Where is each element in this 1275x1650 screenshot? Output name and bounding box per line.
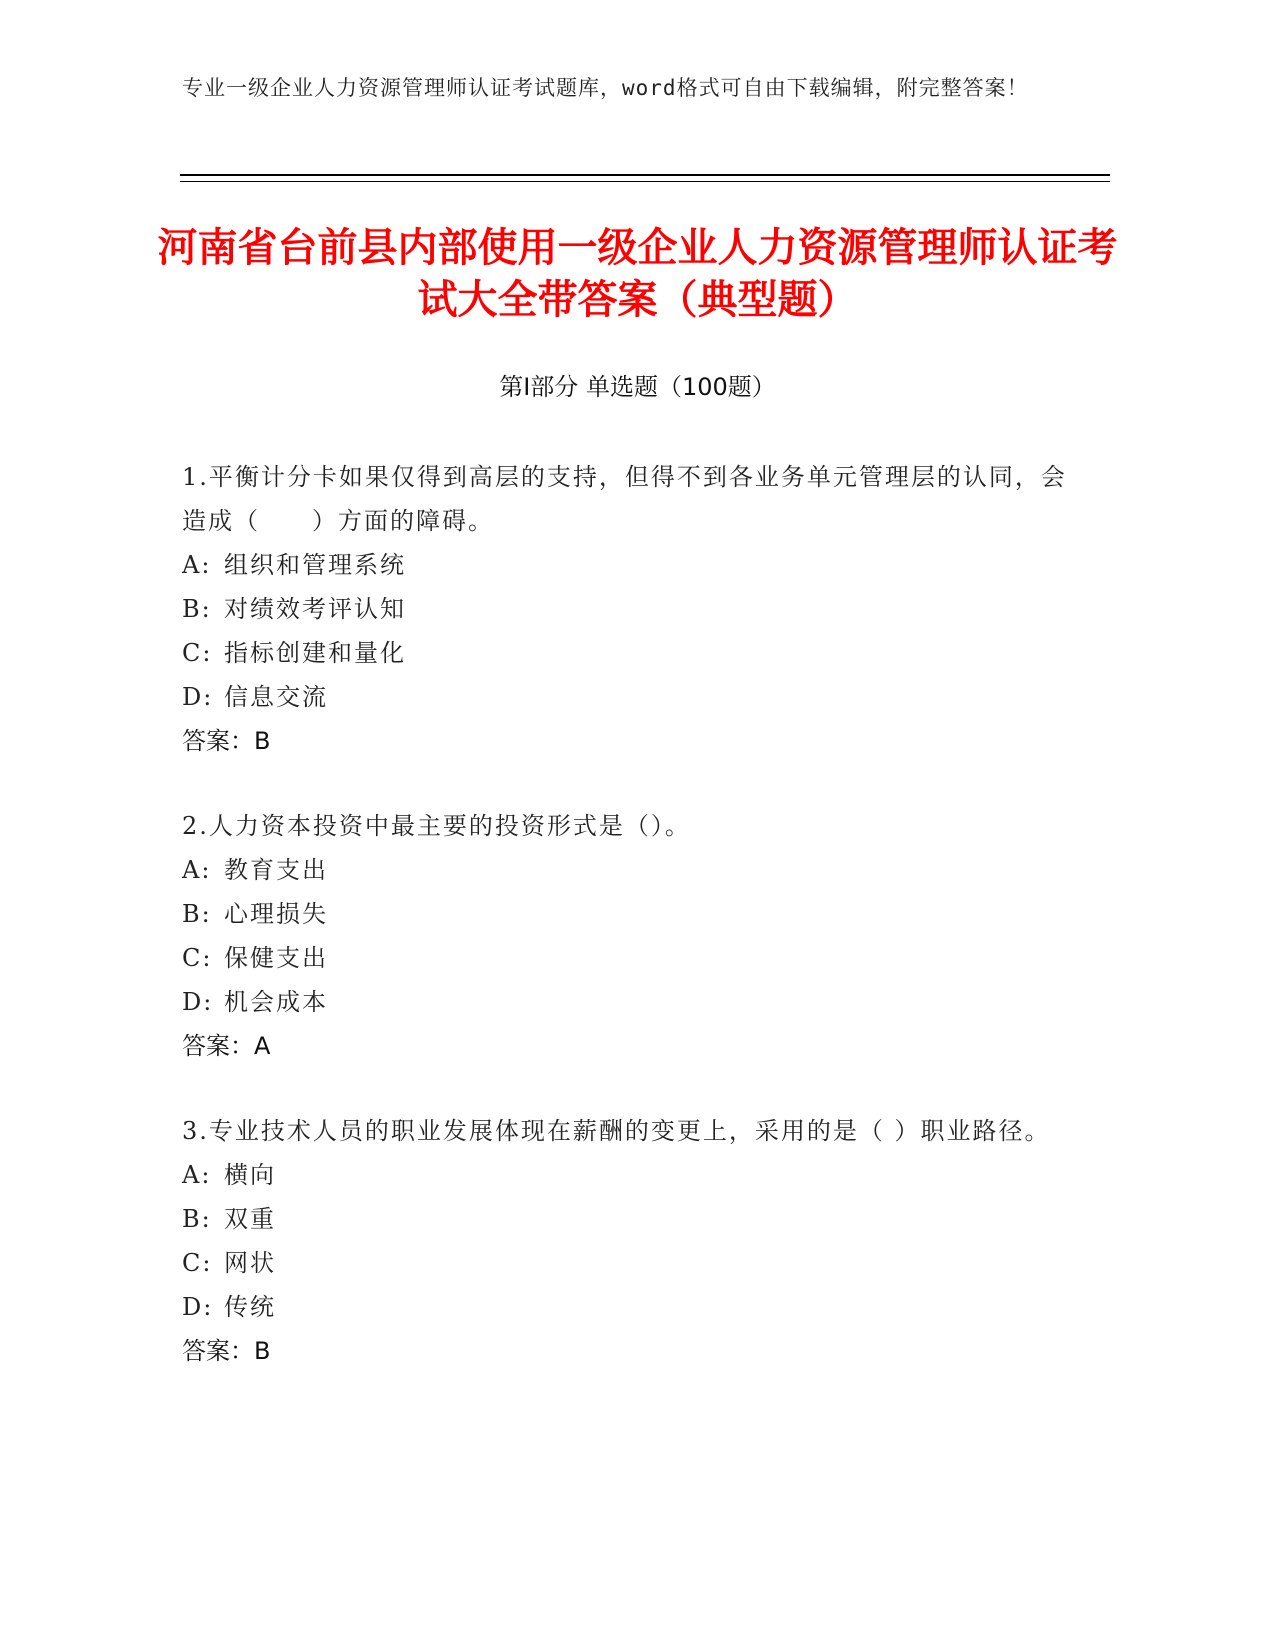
question-list [182, 455, 1082, 1414]
option-key: B: [182, 595, 212, 623]
option-a [182, 1153, 1082, 1197]
option-key: D: [182, 1293, 214, 1321]
option-key: C: [182, 944, 213, 972]
option-list [182, 848, 1082, 1024]
option-c [182, 1241, 1082, 1285]
answer-line: 答案：A [182, 1032, 271, 1060]
option-key: A: [182, 856, 212, 884]
option-list [182, 543, 1082, 719]
option-text: 网状 [224, 1249, 276, 1277]
option-text: 心理损失 [224, 900, 328, 928]
option-key: B: [182, 1205, 212, 1233]
option-text: 组织和管理系统 [224, 551, 406, 579]
option-text: 横向 [224, 1161, 276, 1189]
question-stem: 1.平衡计分卡如果仅得到高层的支持，但得不到各业务单元管理层的认同，会造成（ ）方面的障碍。 [182, 463, 1067, 535]
option-key: D: [182, 988, 214, 1016]
option-key: A: [182, 1161, 212, 1189]
answer-line: 答案：B [182, 1337, 271, 1365]
option-text: 教育支出 [224, 856, 328, 884]
option-key: C: [182, 639, 213, 667]
option-text: 对绩效考评认知 [224, 595, 406, 623]
question-3 [182, 1109, 1082, 1373]
option-text: 指标创建和量化 [224, 639, 406, 667]
option-a [182, 543, 1082, 587]
option-d [182, 1285, 1082, 1329]
option-text: 信息交流 [224, 683, 328, 711]
option-c [182, 631, 1082, 675]
header-rule-thick [180, 174, 1110, 176]
option-b [182, 587, 1082, 631]
option-text: 机会成本 [224, 988, 328, 1016]
question-1 [182, 455, 1082, 763]
option-text: 传统 [224, 1293, 276, 1321]
document-title: 河南省台前县内部使用一级企业人力资源管理师认证考试大全带答案（典型题） [157, 225, 1118, 323]
option-b [182, 1197, 1082, 1241]
option-key: B: [182, 900, 212, 928]
option-b [182, 892, 1082, 936]
option-c [182, 936, 1082, 980]
option-text: 保健支出 [224, 944, 328, 972]
section-title: 第Ⅰ部分 单选题（100题） [499, 373, 776, 401]
option-key: C: [182, 1249, 213, 1277]
question-2 [182, 804, 1082, 1068]
option-d [182, 675, 1082, 719]
option-a [182, 848, 1082, 892]
header-rule-thin [180, 181, 1110, 182]
option-key: D: [182, 683, 214, 711]
question-stem: 3.专业技术人员的职业发展体现在薪酬的变更上，采用的是（ ）职业路径。 [182, 1117, 1051, 1145]
option-d [182, 980, 1082, 1024]
question-stem: 2.人力资本投资中最主要的投资形式是（）。 [182, 812, 691, 840]
header-note: 专业一级企业人力资源管理师认证考试题库，word格式可自由下载编辑，附完整答案！ [182, 76, 1029, 100]
answer-line: 答案：B [182, 727, 271, 755]
option-list [182, 1153, 1082, 1329]
option-key: A: [182, 551, 212, 579]
option-text: 双重 [224, 1205, 276, 1233]
